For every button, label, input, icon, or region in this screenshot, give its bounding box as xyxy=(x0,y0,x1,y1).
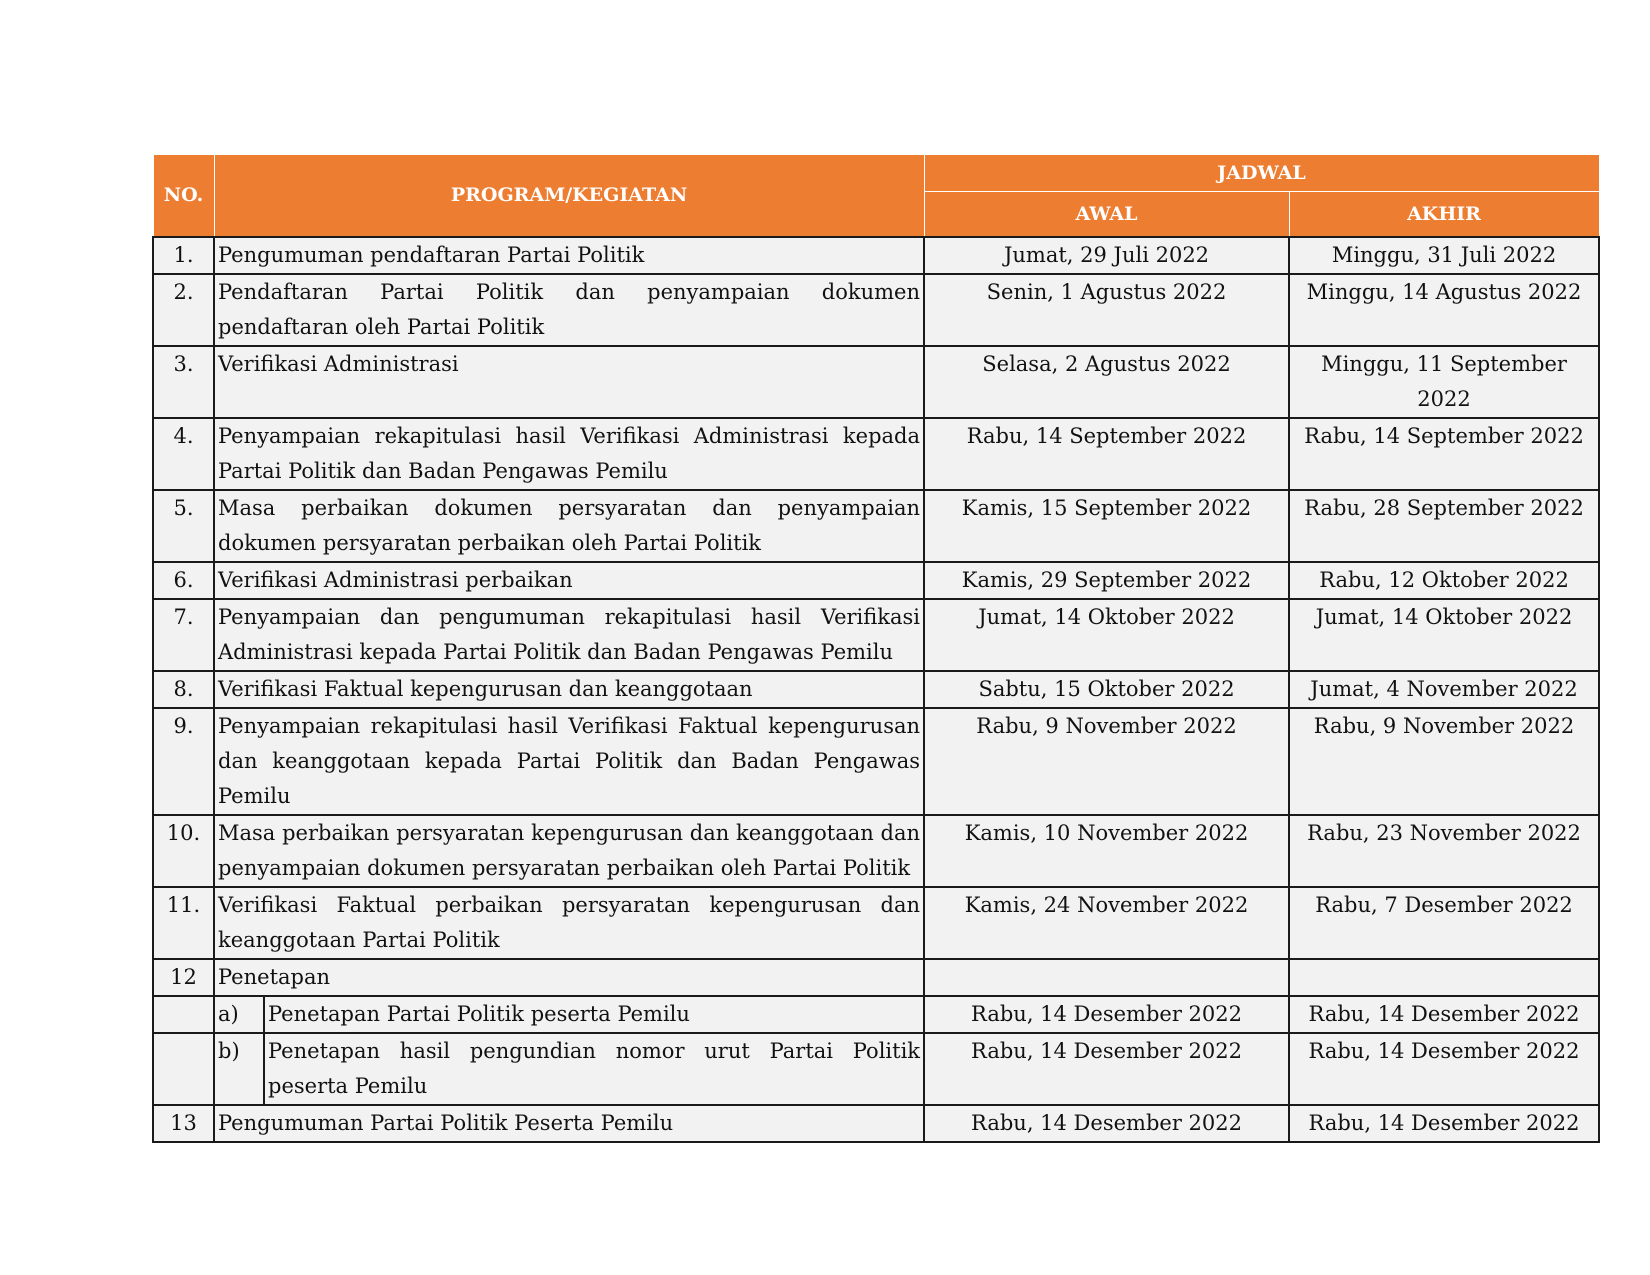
row-awal: Selasa, 2 Agustus 2022 xyxy=(924,346,1289,418)
schedule-table xyxy=(152,154,1600,1143)
row-awal: Rabu, 14 Desember 2022 xyxy=(924,996,1289,1033)
table-row xyxy=(153,490,1599,562)
row-akhir: Rabu, 28 September 2022 xyxy=(1289,490,1599,562)
row-kegiatan: Penyampaian rekapitulasi hasil Verifikasi Faktual kepengurusan dan keanggotaan kepada Partai Politik dan Badan Pengawas Pemilu xyxy=(214,708,924,815)
table-row xyxy=(153,887,1599,959)
row-no: 6. xyxy=(153,562,214,599)
row-akhir: Minggu, 11 September 2022 xyxy=(1289,346,1599,418)
row-kegiatan: Masa perbaikan dokumen persyaratan dan penyampaian dokumen persyaratan perbaikan oleh Partai Politik xyxy=(214,490,924,562)
row-akhir: Minggu, 31 Juli 2022 xyxy=(1289,237,1599,274)
table-row xyxy=(153,1033,1599,1105)
row-kegiatan: Verifikasi Administrasi xyxy=(214,346,924,418)
row-no xyxy=(153,996,214,1033)
table-row xyxy=(153,815,1599,887)
row-kegiatan: Penetapan hasil pengundian nomor urut Partai Politik peserta Pemilu xyxy=(264,1033,924,1105)
row-akhir: Rabu, 14 Desember 2022 xyxy=(1289,1105,1599,1142)
table-row xyxy=(153,671,1599,708)
header-program-kegiatan: PROGRAM/KEGIATAN xyxy=(214,155,924,237)
row-akhir xyxy=(1289,959,1599,996)
table-row xyxy=(153,1105,1599,1142)
row-no: 9. xyxy=(153,708,214,815)
table-row xyxy=(153,237,1599,274)
row-awal: Rabu, 14 September 2022 xyxy=(924,418,1289,490)
row-sub-label: b) xyxy=(214,1033,264,1105)
table-row xyxy=(153,996,1599,1033)
row-kegiatan: Pengumuman Partai Politik Peserta Pemilu xyxy=(214,1105,924,1142)
row-no: 5. xyxy=(153,490,214,562)
row-akhir: Rabu, 9 November 2022 xyxy=(1289,708,1599,815)
row-no: 8. xyxy=(153,671,214,708)
table-body xyxy=(153,237,1599,1142)
row-akhir: Jumat, 14 Oktober 2022 xyxy=(1289,599,1599,671)
row-awal: Kamis, 10 November 2022 xyxy=(924,815,1289,887)
row-awal: Rabu, 14 Desember 2022 xyxy=(924,1033,1289,1105)
table-row xyxy=(153,599,1599,671)
row-kegiatan: Verifikasi Faktual kepengurusan dan keanggotaan xyxy=(214,671,924,708)
row-kegiatan: Verifikasi Faktual perbaikan persyaratan kepengurusan dan keanggotaan Partai Politik xyxy=(214,887,924,959)
table-row xyxy=(153,708,1599,815)
table-row xyxy=(153,959,1599,996)
row-akhir: Jumat, 4 November 2022 xyxy=(1289,671,1599,708)
table-row xyxy=(153,274,1599,346)
row-no: 4. xyxy=(153,418,214,490)
row-no xyxy=(153,1033,214,1105)
row-no: 10. xyxy=(153,815,214,887)
row-awal xyxy=(924,959,1289,996)
header-no: NO. xyxy=(153,155,214,237)
row-awal: Kamis, 15 September 2022 xyxy=(924,490,1289,562)
table-row xyxy=(153,562,1599,599)
row-kegiatan: Pengumuman pendaftaran Partai Politik xyxy=(214,237,924,274)
row-no: 13 xyxy=(153,1105,214,1142)
table-row xyxy=(153,418,1599,490)
row-kegiatan: Penetapan Partai Politik peserta Pemilu xyxy=(264,996,924,1033)
row-akhir: Rabu, 14 Desember 2022 xyxy=(1289,1033,1599,1105)
row-kegiatan: Masa perbaikan persyaratan kepengurusan dan keanggotaan dan penyampaian dokumen persyaratan perbaikan oleh Partai Politik xyxy=(214,815,924,887)
row-kegiatan: Verifikasi Administrasi perbaikan xyxy=(214,562,924,599)
row-kegiatan: Penetapan xyxy=(214,959,924,996)
table-row xyxy=(153,346,1599,418)
row-akhir: Rabu, 14 September 2022 xyxy=(1289,418,1599,490)
row-akhir: Rabu, 12 Oktober 2022 xyxy=(1289,562,1599,599)
row-awal: Rabu, 14 Desember 2022 xyxy=(924,1105,1289,1142)
header-awal: AWAL xyxy=(924,192,1289,237)
row-no: 1. xyxy=(153,237,214,274)
row-akhir: Minggu, 14 Agustus 2022 xyxy=(1289,274,1599,346)
row-awal: Jumat, 14 Oktober 2022 xyxy=(924,599,1289,671)
row-awal: Senin, 1 Agustus 2022 xyxy=(924,274,1289,346)
row-no: 11. xyxy=(153,887,214,959)
row-awal: Kamis, 29 September 2022 xyxy=(924,562,1289,599)
row-awal: Sabtu, 15 Oktober 2022 xyxy=(924,671,1289,708)
row-kegiatan: Penyampaian rekapitulasi hasil Verifikasi Administrasi kepada Partai Politik dan Badan Pengawas Pemilu xyxy=(214,418,924,490)
row-no: 3. xyxy=(153,346,214,418)
header-jadwal: JADWAL xyxy=(924,155,1599,192)
row-sub-label: a) xyxy=(214,996,264,1033)
header-akhir: AKHIR xyxy=(1289,192,1599,237)
table-header xyxy=(153,155,1599,237)
row-akhir: Rabu, 14 Desember 2022 xyxy=(1289,996,1599,1033)
row-awal: Kamis, 24 November 2022 xyxy=(924,887,1289,959)
row-akhir: Rabu, 23 November 2022 xyxy=(1289,815,1599,887)
row-no: 7. xyxy=(153,599,214,671)
row-kegiatan: Pendaftaran Partai Politik dan penyampaian dokumen pendaftaran oleh Partai Politik xyxy=(214,274,924,346)
row-awal: Rabu, 9 November 2022 xyxy=(924,708,1289,815)
row-kegiatan: Penyampaian dan pengumuman rekapitulasi hasil Verifikasi Administrasi kepada Partai Politik dan Badan Pengawas Pemilu xyxy=(214,599,924,671)
row-no: 2. xyxy=(153,274,214,346)
row-no: 12 xyxy=(153,959,214,996)
row-awal: Jumat, 29 Juli 2022 xyxy=(924,237,1289,274)
row-akhir: Rabu, 7 Desember 2022 xyxy=(1289,887,1599,959)
